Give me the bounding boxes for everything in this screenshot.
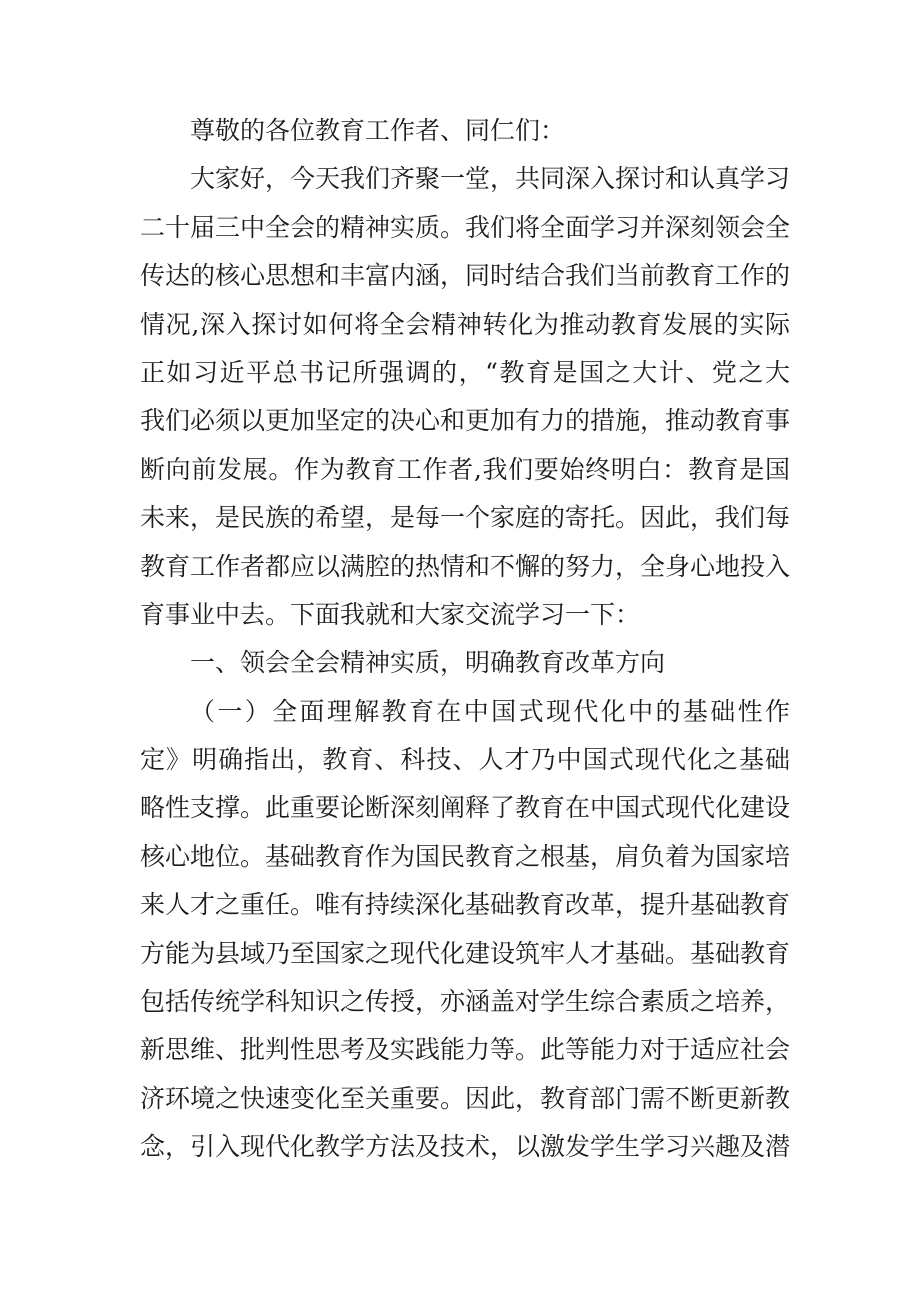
subsection-line: 核心地位。基础教育作为国民教育之根基，肩负着为国家培	[140, 841, 790, 871]
intro-line: 传达的核心思想和丰富内涵，同时结合我们当前教育工作的	[140, 261, 790, 291]
intro-line: 断向前发展。作为教育工作者,我们要始终明白：教育是国	[140, 454, 790, 484]
intro-line: 我们必须以更加坚定的决心和更加有力的措施，推动教育事	[140, 406, 790, 436]
subsection-line: 新思维、批判性思考及实践能力等。此等能力对于适应社会	[140, 1035, 790, 1065]
subsection-line: 济环境之快速变化至关重要。因此，教育部门需不断更新教	[140, 1083, 790, 1113]
subsection-line: 包括传统学科知识之传授，亦涵盖对学生综合素质之培养，	[140, 987, 790, 1017]
document-body	[140, 107, 790, 1172]
subsection-line: 定》明确指出，教育、科技、人才乃中国式现代化之基础	[140, 745, 790, 775]
greeting-line: 尊敬的各位教育工作者、同仁们：	[190, 116, 566, 145]
intro-line: 正如习近平总书记所强调的，“教育是国之大计、党之大	[140, 357, 790, 387]
intro-line: 未来，是民族的希望，是每一个家庭的寄托。因此，我们每	[140, 503, 790, 533]
intro-line: 育事业中去。下面我就和大家交流学习一下：	[140, 599, 641, 629]
intro-line: 情况,深入探讨如何将全会精神转化为推动教育发展的实际	[140, 309, 790, 339]
intro-line: 二十届三中全会的精神实质。我们将全面学习并深刻领会全	[140, 212, 790, 242]
intro-line: 大家好，今天我们齐聚一堂，共同深入探讨和认真学习	[190, 164, 790, 194]
section-heading: 一、领会全会精神实质，明确教育改革方向	[190, 648, 666, 678]
subsection-line: 来人才之重任。唯有持续深化基础教育改革，提升基础教育	[140, 890, 790, 920]
subsection-line: 方能为县域乃至国家之现代化建设筑牢人才基础。基础教育	[140, 938, 790, 968]
subsection-line: 略性支撑。此重要论断深刻阐释了教育在中国式现代化建设	[140, 793, 790, 823]
intro-line: 教育工作者都应以满腔的热情和不懈的努力，全身心地投入	[140, 551, 790, 581]
subsection-line: 念，引入现代化教学方法及技术，以激发学生学习兴趣及潜	[140, 1132, 790, 1162]
subsection-line: （一）全面理解教育在中国式现代化中的基础性作	[190, 696, 790, 726]
